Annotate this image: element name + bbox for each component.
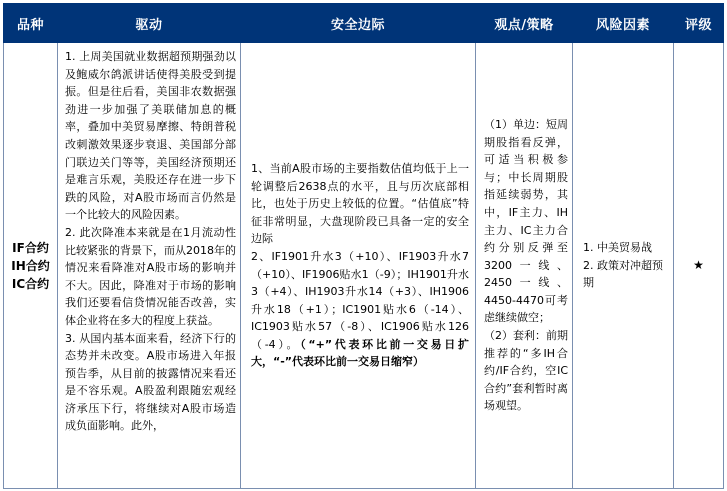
rating-cell [674, 43, 724, 489]
table-row [4, 43, 724, 489]
risk-item-1: 1. 中美贸易战 [583, 241, 652, 255]
strategy-table [3, 3, 724, 489]
header-rating: 评级 [674, 4, 724, 43]
view-strategy-cell [476, 43, 573, 489]
view-point-1: （1）单边：短周期股指看反弹，可适当积极参与；中长周期股指延续弱势，其中，IF主力、IH主力、IC主力合约分别反弹至3200一线、2450一线、4450-4470可考虑继续做空； [484, 117, 568, 325]
product-if: IF合约 [12, 240, 49, 255]
driver-point-2: 2. 此次降准本来就是在1月流动性比较紧张的背景下，而从2018年的情况来看降准对A股市场的影响并不大。因此，降准对于市场的影响我们还要看信贷情况能否改善，实体企业将在多大的程度上获益。 [65, 225, 236, 327]
drivers-cell [58, 43, 241, 489]
header-product: 品种 [4, 4, 58, 43]
driver-point-3: 3. 从国内基本面来看，经济下行的态势并未改变。A股市场进入年报预告季，从目前的披露情况来看还是不容乐观。A股盈利跟随宏观经济承压下行，将继续对A股市场造成负面影响。此外， [65, 331, 236, 433]
product-ic: IC合约 [11, 276, 50, 291]
view-point-2: （2）套利：前期推荐的“多IH合约/IF合约，空IC合约”套利暂时离场观望。 [484, 329, 568, 413]
product-cell [4, 43, 58, 489]
safety-margin-cell [241, 43, 476, 489]
header-row [4, 4, 724, 43]
driver-point-1: 1. 上周美国就业数据超预期强劲以及鲍威尔鸽派讲话使得美股受到提振。但是往后看，美国非农数据强劲进一步加强了美联储加息的概率，叠加中美贸易摩擦、特朗普税改刺激效果逐步衰退、美国部分部门联边关门等等，美国经济预期还是难言乐观，美股还存在进一步下跌的风险，对A股市场而言仍然是一个比较大的风险因素。 [65, 50, 236, 222]
header-view-strategy: 观点/策略 [476, 4, 573, 43]
margin-point-2: 2、IF1901升水3（+10）、IF1903升水7（+10）、IF1906贴水1（-9）；IH1901升水3（+4）、IH1903升水14（+3）、IH1906升水18（+1）；IC1901贴水6（-14）、IC1903贴水57（-8）、IC1906贴水126（-4）。 [251, 249, 469, 351]
margin-point-1: 1、当前A股市场的主要指数估值均低于上一轮调整后2638点的水平，且与历次底部相比，也处于历史上较低的位置。“估值底”特征非常明显，大盘现阶段已具备一定的安全边际 [251, 161, 469, 246]
margin-note: （“+”代表环比前一交易日扩大，“-”代表环比前一交易日缩窄） [251, 337, 469, 369]
risk-factors-cell [573, 43, 674, 489]
header-risk-factors: 风险因素 [573, 4, 674, 43]
risk-item-2: 2. 政策对冲超预期 [583, 258, 663, 290]
header-safety-margin: 安全边际 [241, 4, 476, 43]
product-ih: IH合约 [11, 258, 50, 273]
star-icon: ★ [693, 257, 704, 272]
header-drivers: 驱动 [58, 4, 241, 43]
